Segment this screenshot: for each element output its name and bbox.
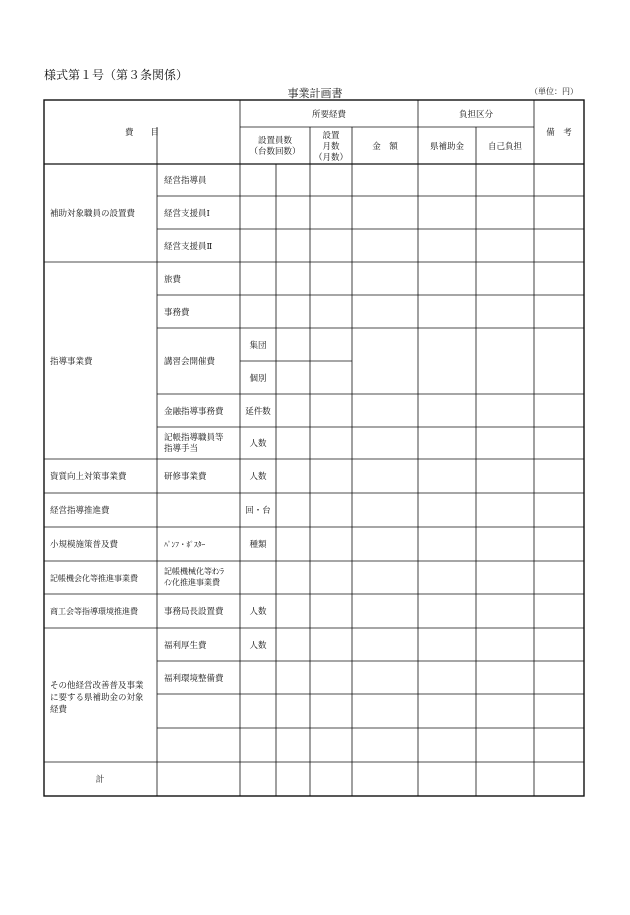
col-setchi-gessu: 設置 xyxy=(322,131,340,141)
row-shokibo: 小規模施策普及費 xyxy=(50,540,119,550)
item-kinyu-shido: 金融指導事務費 xyxy=(164,407,224,417)
item-kichoki-sub: 記帳機械化等ｵﾝﾗ xyxy=(164,567,224,576)
form-number: 様式第１号（第３条関係） xyxy=(44,68,189,82)
col-ken-hojokin: 県補助金 xyxy=(429,142,465,152)
unit-nobe-kensu: 延件数 xyxy=(245,407,271,417)
item-fukuri-kosei: 福利厚生費 xyxy=(164,641,207,651)
unit-ninzu-4: 人数 xyxy=(249,641,267,651)
row-sonota-3: 経費 xyxy=(50,705,68,715)
row-kichoki: 記帳機会化等推進事業費 xyxy=(50,574,138,583)
item-keiei-shienin-2: 経営支援員Ⅱ xyxy=(164,242,213,252)
col-futan-kubun: 負担区分 xyxy=(458,110,494,120)
row-shokokai: 商工会等指導環境推進費 xyxy=(50,607,138,616)
unit-ninzu-1: 人数 xyxy=(249,439,267,449)
item-pamphlet: ﾊﾟﾝﾌ・ﾎﾟｽﾀｰ xyxy=(164,540,206,549)
item-kicho-shido-2: 指導手当 xyxy=(164,444,199,454)
col-himoku: 費 目 xyxy=(124,128,160,138)
table-grid xyxy=(44,100,584,796)
unit-ninzu-3: 人数 xyxy=(249,607,267,617)
row-shido-jigyohi: 指導事業費 xyxy=(50,357,93,367)
row-sonota: その他経営改善普及事業 xyxy=(50,681,144,691)
item-jimuhi: 事務費 xyxy=(164,308,190,318)
unit-kobetsu: 個別 xyxy=(249,374,267,384)
unit-kai-dai: 回・台 xyxy=(245,506,271,516)
item-kicho-shido: 記帳指導職員等 xyxy=(164,433,224,443)
row-shishitsu-kojo: 資質向上対策事業費 xyxy=(50,472,127,482)
item-koshukai: 講習会開催費 xyxy=(164,357,216,367)
row-hojo-taisho: 補助対象職員の設置費 xyxy=(50,209,136,219)
item-jimukyokucho: 事務局長設置費 xyxy=(164,607,224,617)
unit-ninzu-2: 人数 xyxy=(249,472,267,482)
col-biko: 備 考 xyxy=(546,128,572,138)
col-setchi-gessu-2: 月数 xyxy=(322,142,340,152)
row-keiei-shido-suishin: 経営指導推進費 xyxy=(50,506,110,516)
item-ryohi: 旅費 xyxy=(164,275,182,285)
col-setchi-insu-sub: （台数回数） xyxy=(249,147,301,157)
item-keiei-shidoin: 経営指導員 xyxy=(164,176,207,186)
row-total: 計 xyxy=(95,775,105,785)
unit-label: （単位：円） xyxy=(530,87,578,96)
unit-shurui: 種類 xyxy=(249,540,267,550)
item-keiei-shienin-1: 経営支援員Ⅰ xyxy=(164,209,210,219)
item-fukuri-kankyo: 福利環境整備費 xyxy=(164,674,224,684)
col-shoyo-keihi: 所要経費 xyxy=(311,110,347,120)
row-sonota-2: に要する県補助金の対象 xyxy=(50,693,144,703)
col-jiko-futan: 自己負担 xyxy=(487,142,523,152)
col-kingaku: 金 額 xyxy=(372,142,398,152)
col-setchi-gessu-3: （月数） xyxy=(313,153,349,163)
unit-shudan: 集団 xyxy=(249,341,267,351)
item-kichoki-sub-2: ｲﾝ化推進事業費 xyxy=(164,578,220,587)
document-title: 事業計画書 xyxy=(287,87,343,100)
item-kenshu: 研修事業費 xyxy=(164,472,207,482)
col-setchi-insu: 設置員数 xyxy=(257,136,293,146)
table-frame xyxy=(44,100,584,796)
